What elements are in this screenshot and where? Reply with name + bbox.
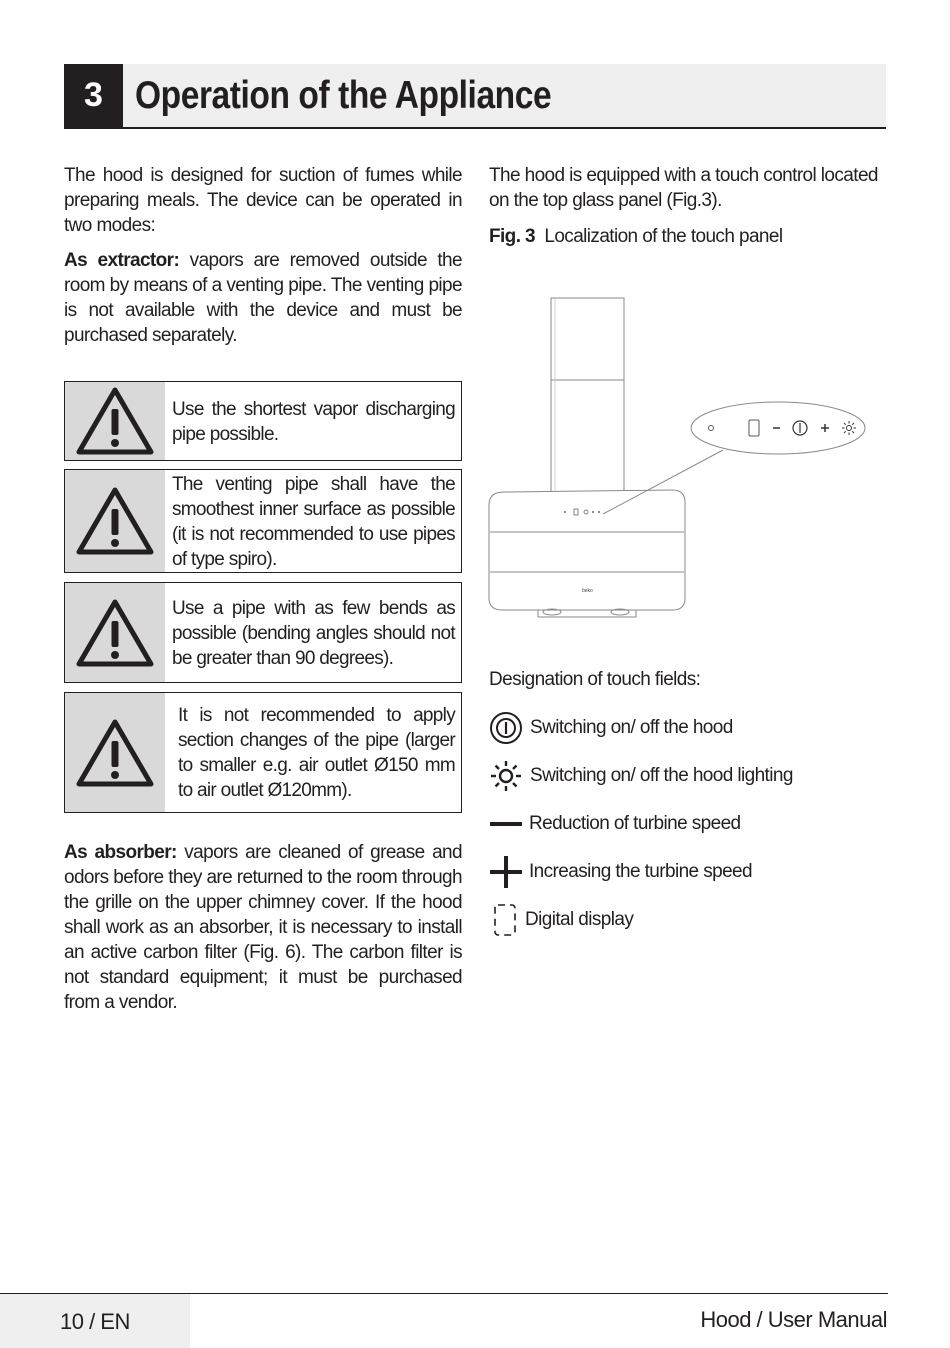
extractor-paragraph bbox=[64, 248, 462, 348]
legend-label: Switching on/ off the hood bbox=[530, 717, 733, 738]
left-column-intro bbox=[64, 163, 462, 358]
legend-item-light bbox=[489, 759, 793, 793]
warning-icon bbox=[65, 583, 165, 682]
right-column-intro bbox=[489, 163, 889, 223]
legend-label: Switching on/ off the hood lighting bbox=[530, 765, 793, 786]
figure-label: Fig. 3 bbox=[489, 226, 536, 247]
legend-label: Reduction of turbine speed bbox=[529, 813, 741, 834]
absorber-text: vapors are cleaned of grease and odors before they are returned to the room through the grille on the upper chimney cover. If the hood shall work as an absorber, it is necessary to install an active carbon filter (Fig. 6). The carbon filter is not standard equipment; it must be purchased from a vendor. bbox=[64, 842, 462, 1013]
light-icon bbox=[489, 759, 525, 793]
legend-item-plus bbox=[489, 855, 752, 889]
designation-title: Designation of touch fields: bbox=[489, 669, 701, 690]
hood-illustration bbox=[480, 290, 880, 630]
legend-item-power bbox=[489, 711, 733, 745]
minus-icon bbox=[489, 807, 525, 841]
warning-text-1: Use the shortest vapor discharging pipe possible. bbox=[172, 399, 455, 445]
warning-box-3 bbox=[64, 582, 462, 683]
absorber-label: As absorber: bbox=[64, 842, 177, 863]
warning-text-3: Use a pipe with as few bends as possible (bending angles should not be greater than 90 degrees). bbox=[172, 598, 455, 669]
legend-label: Increasing the turbine speed bbox=[529, 861, 752, 882]
absorber-paragraph bbox=[64, 840, 462, 1015]
page-number: 10 / EN bbox=[60, 1309, 130, 1334]
absorber-section bbox=[64, 840, 462, 1015]
warning-icon bbox=[65, 470, 165, 572]
plus-icon bbox=[489, 855, 525, 889]
section-number: 3 bbox=[64, 64, 123, 127]
section-title: Operation of the Appliance bbox=[135, 74, 552, 117]
touch-control-intro: The hood is equipped with a touch control located on the top glass panel (Fig.3). bbox=[489, 165, 878, 211]
document-title: Hood / User Manual bbox=[700, 1307, 887, 1332]
extractor-label: As extractor: bbox=[64, 250, 180, 271]
figure-caption-text: Localization of the touch panel bbox=[544, 226, 783, 247]
legend-item-minus bbox=[489, 807, 741, 841]
warning-box-2 bbox=[64, 469, 462, 573]
warning-box-1 bbox=[64, 381, 462, 461]
warning-icon bbox=[65, 693, 165, 812]
hood-brand-logo: beko bbox=[582, 588, 593, 594]
warning-icon bbox=[65, 382, 165, 460]
extractor-text: vapors are removed outside the room by means of a venting pipe. The venting pipe is not available with the device and must be purchased separately. bbox=[64, 250, 462, 346]
digital-display-icon bbox=[489, 903, 521, 937]
power-icon bbox=[489, 711, 525, 745]
warning-box-4 bbox=[64, 692, 462, 813]
legend-label: Digital display bbox=[525, 909, 634, 930]
intro-paragraph: The hood is designed for suction of fumes while preparing meals. The device can be operated in two modes: bbox=[64, 165, 462, 236]
section-header bbox=[64, 64, 886, 129]
warning-text-4: It is not recommended to apply section changes of the pipe (larger to smaller e.g. air outlet Ø150 mm to air outlet Ø120mm). bbox=[178, 705, 455, 801]
figure-caption bbox=[489, 224, 782, 249]
legend-item-display bbox=[489, 903, 633, 937]
warning-text-2: The venting pipe shall have the smoothest inner surface as possible (it is not recommended to use pipes of type spiro). bbox=[172, 474, 455, 570]
